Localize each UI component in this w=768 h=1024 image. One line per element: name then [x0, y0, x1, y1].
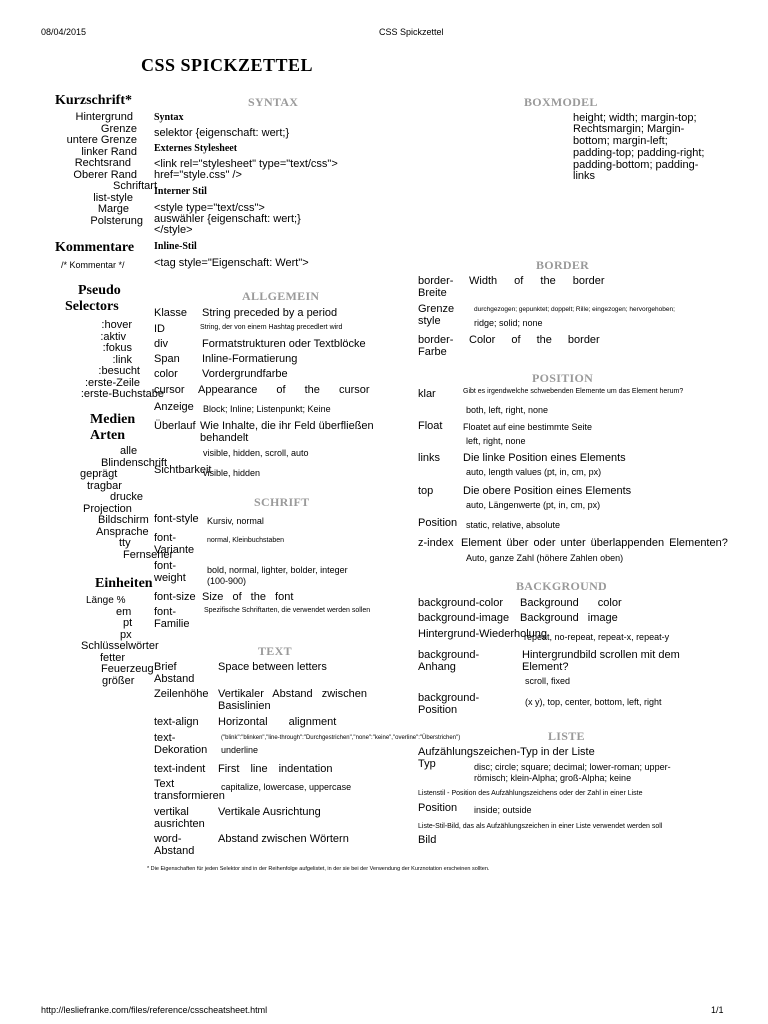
prop-key: font- — [154, 532, 177, 544]
list-item: Feuerzeug — [101, 663, 154, 675]
prop-value: Size of the font — [202, 591, 294, 603]
prop-value: underline — [221, 745, 259, 755]
prop-value: bold, normal, lighter, bolder, integer — [207, 565, 348, 575]
prop-value: visible, hidden — [203, 468, 261, 478]
prop-key: Abstand — [154, 845, 195, 857]
list-item: Projection — [83, 502, 132, 515]
prop-value: Space between letters — [218, 661, 327, 673]
prop-value: Background color — [520, 597, 622, 609]
prop-value: repeat, no-repeat, repeat-x, repeat-y — [524, 632, 670, 642]
syntax-heading: SYNTAX — [248, 95, 299, 109]
prop-value: Basislinien — [218, 700, 271, 712]
list-item: list-style — [93, 191, 133, 204]
list-item: px — [120, 628, 132, 641]
list-item: :hover — [101, 319, 132, 331]
prop-value: Auto, ganze Zahl (höhere Zahlen oben) — [466, 553, 624, 563]
prop-value: Vordergrundfarbe — [202, 368, 288, 380]
list-item: Blindenschrift — [101, 456, 168, 469]
prop-value: Element? — [522, 661, 569, 673]
prop-key: Aufzählungszeichen-Typ in der Liste — [418, 746, 595, 758]
prop-key: text-indent — [154, 763, 206, 775]
prop-key: color — [154, 368, 178, 380]
prop-key: font- — [154, 606, 177, 618]
footer-page-number: 1/1 — [711, 1005, 724, 1015]
einheiten-heading: Einheiten — [95, 576, 153, 591]
print-date: 08/04/2015 — [41, 27, 87, 37]
position-heading: POSITION — [532, 371, 594, 385]
prop-key: Anzeige — [154, 401, 194, 413]
prop-value: visible, hidden, scroll, auto — [203, 448, 309, 458]
page-title: CSS SPICKZETTEL — [141, 55, 314, 75]
list-item: Hintergrund — [75, 111, 133, 123]
inline-style-label: Inline-Stil — [154, 241, 197, 252]
prop-value: Floatet auf eine bestimmte Seite — [463, 422, 593, 432]
prop-key: Span — [154, 353, 180, 365]
pseudo-heading-2: Selectors — [65, 299, 119, 314]
prop-key: background-color — [418, 597, 503, 609]
prop-value: scroll, fixed — [525, 676, 571, 686]
internal-code-line: <style type="text/css"> — [154, 202, 265, 214]
medien-heading-2: Arten — [90, 428, 125, 443]
prop-key: Farbe — [418, 346, 447, 358]
list-item: Polsterung — [90, 214, 143, 227]
prop-key: background- — [418, 692, 480, 704]
prop-value: String preceded by a period — [202, 307, 338, 319]
prop-key: div — [154, 338, 169, 350]
prop-value: Element über oder unter überlappenden Elementen? — [461, 537, 728, 549]
kurzschrift-list — [55, 111, 157, 227]
prop-key: Text — [154, 778, 175, 790]
prop-value: Color of the border — [469, 334, 600, 346]
prop-value: left, right, none — [466, 436, 526, 446]
external-code-line: href="style.css" /> — [154, 169, 242, 181]
prop-key: transformieren — [154, 790, 225, 802]
prop-key: vertikal — [154, 806, 189, 818]
list-item: Bildschirm — [98, 514, 149, 526]
kurzschrift-heading: Kurzschrift* — [55, 93, 132, 108]
internal-code-line: auswähler {eigenschaft: wert;} — [154, 213, 301, 225]
prop-value: static, relative, absolute — [466, 520, 561, 530]
boxmodel-line: padding-bottom; padding- — [573, 159, 699, 171]
prop-key: style — [418, 315, 441, 327]
list-item: pt — [123, 617, 133, 629]
prop-value: römisch; klein-Alpha; groß-Alpha; keine — [474, 773, 632, 783]
prop-value: disc; circle; square; decimal; lower-roman; upper- — [474, 762, 671, 772]
prop-value: Background image — [520, 612, 618, 624]
prop-key: links — [418, 452, 441, 464]
print-title: CSS Spickzettel — [379, 27, 444, 37]
external-stylesheet-label: Externes Stylesheet — [154, 143, 238, 154]
list-item: Schriftart — [112, 180, 157, 192]
prop-value: auto, length values (pt, in, cm, px) — [466, 467, 602, 477]
list-item: Marge — [97, 203, 129, 215]
prop-value: Abstand zwischen Wörtern — [218, 833, 349, 845]
border-heading: BORDER — [536, 258, 590, 272]
prop-key: font-size — [154, 591, 196, 603]
list-item: geprägt — [80, 468, 118, 480]
prop-value: Block; Inline; Listenpunkt; Keine — [203, 404, 331, 414]
prop-value: capitalize, lowercase, uppercase — [221, 782, 352, 792]
prop-value: Gibt es irgendwelche schwebenden Elemente um das Element herum? — [463, 388, 684, 395]
list-item: fetter — [100, 651, 126, 664]
list-item: tragbar — [87, 479, 122, 492]
list-item: :fokus — [102, 342, 132, 354]
prop-key: ausrichten — [154, 818, 205, 830]
text-heading: TEXT — [258, 644, 292, 658]
prop-value: Spezifische Schriftarten, die verwendet werden sollen — [204, 607, 371, 614]
prop-key: Dekoration — [154, 744, 208, 756]
prop-value: Horizontal alignment — [218, 716, 337, 728]
prop-key: text- — [154, 732, 176, 744]
syntax-code: selektor {eigenschaft: wert;} — [154, 127, 290, 139]
prop-key: word- — [154, 833, 182, 845]
list-item: Länge % — [86, 595, 126, 606]
list-item: Grenze — [100, 122, 137, 135]
prop-key: Position — [418, 517, 458, 529]
prop-key: z-index — [418, 537, 454, 549]
syntax-label: Syntax — [154, 112, 184, 123]
prop-value: (x y), top, center, bottom, left, right — [525, 697, 662, 707]
prop-key: font-style — [154, 513, 199, 525]
liste-heading: LISTE — [548, 729, 585, 743]
list-item: :erste-Zeile — [84, 376, 140, 389]
list-item: Oberer Rand — [73, 168, 137, 181]
list-item: :link — [112, 353, 132, 366]
prop-key: Typ — [418, 758, 436, 770]
prop-key: top — [418, 485, 434, 497]
prop-key: Brief — [154, 661, 177, 673]
prop-key: Hintergrund-Wiederholung — [418, 628, 548, 640]
prop-value: Die linke Position eines Elements — [463, 452, 626, 464]
prop-key: background- — [418, 649, 480, 661]
prop-value: Wie Inhalte, die ihr Feld überfließen — [200, 420, 374, 432]
background-heading: BACKGROUND — [516, 579, 608, 593]
prop-value: Formatstrukturen oder Textblöcke — [202, 338, 366, 350]
prop-value: Vertikale Ausrichtung — [218, 806, 321, 818]
footnote: * Die Eigenschaften für jeden Selektor sind in der Reihenfolge aufgelistet, in der sie bei der Verwendung der Kurznotation erscheinen sollten. — [147, 866, 490, 872]
list-item: untere Grenze — [66, 134, 137, 146]
prop-value: Appearance of the cursor — [198, 384, 370, 396]
prop-value: Hintergrundbild scrollen mit dem — [522, 649, 680, 661]
external-code-line: <link rel="stylesheet" type="text/css"> — [154, 158, 338, 170]
list-item: Fernseher — [123, 548, 174, 561]
list-item: :erste-Buchstabe — [80, 388, 164, 400]
list-item: Schlüsselwörter — [81, 640, 159, 652]
allgemein-heading: ALLGEMEIN — [242, 289, 320, 303]
prop-value: ridge; solid; none — [474, 318, 543, 328]
list-item: em — [116, 605, 132, 618]
list-item: :aktiv — [100, 330, 126, 343]
prop-key: text-align — [154, 716, 199, 728]
list-item: :besucht — [98, 365, 140, 377]
prop-key: Familie — [154, 618, 190, 630]
prop-value: auto, Längenwerte (pt, in, cm, px) — [466, 500, 601, 510]
prop-value: normal, Kleinbuchstaben — [207, 537, 285, 544]
prop-key: Position — [418, 704, 458, 716]
prop-key: Variante — [154, 544, 195, 556]
prop-value: Vertikaler Abstand zwischen — [218, 688, 367, 700]
list-item: größer — [102, 674, 135, 687]
boxmodel-line: Rechtsmargin; Margin- — [573, 123, 685, 135]
prop-value: durchgezogen; gepunktet; doppelt; Rille; eingezogen; hervorgehoben; — [474, 306, 675, 313]
prop-key: border- — [418, 334, 454, 346]
list-item: drucke — [110, 491, 144, 503]
prop-key: Breite — [418, 287, 447, 299]
prop-key: ID — [154, 323, 165, 335]
medien-heading: Medien — [90, 412, 136, 427]
prop-key: Listenstil - Position des Aufzählungszeichens oder der Zahl in einer Liste — [418, 790, 643, 797]
prop-key: Überlauf — [154, 420, 196, 432]
list-item: linker Rand — [81, 145, 137, 158]
prop-value: (100-900) — [207, 576, 247, 586]
prop-key: Anhang — [418, 661, 456, 673]
prop-key: Bild — [418, 834, 437, 846]
prop-key: weight — [154, 572, 186, 584]
comment-example: /* Kommentar */ — [61, 260, 125, 270]
boxmodel-line: links — [573, 170, 596, 182]
list-item: tty — [119, 537, 131, 549]
boxmodel-heading: BOXMODEL — [524, 95, 598, 109]
prop-key: Klasse — [154, 307, 188, 319]
prop-key: Grenze — [418, 303, 455, 315]
boxmodel-line: height; width; margin-top; — [573, 112, 697, 124]
kommentare-heading: Kommentare — [55, 240, 135, 255]
prop-key: Float — [418, 420, 443, 432]
internal-code-line: </style> — [154, 224, 193, 236]
prop-value: Inline-Formatierung — [202, 353, 298, 365]
prop-value: Kursiv, normal — [207, 516, 264, 526]
prop-key: Liste-Stil-Bild, das als Aufzählungszeichen in einer Liste verwendet werden soll — [418, 823, 663, 830]
prop-value: behandelt — [200, 432, 249, 444]
prop-value: First line indentation — [218, 763, 333, 775]
internal-style-label: Interner Stil — [154, 186, 207, 197]
footer-url[interactable]: http://lesliefranke.com/files/reference/csscheatsheet.html — [41, 1005, 268, 1015]
prop-value: both, left, right, none — [466, 405, 549, 415]
list-item: Rechtsrand — [74, 157, 131, 169]
prop-value: Die obere Position eines Elements — [463, 485, 632, 497]
prop-key: cursor — [154, 384, 185, 396]
inline-code: <tag style="Eigenschaft: Wert"> — [154, 257, 309, 269]
prop-value: inside; outside — [474, 805, 532, 815]
prop-key: font- — [154, 560, 177, 572]
prop-key: Abstand — [154, 673, 195, 685]
schrift-heading: SCHRIFT — [254, 495, 310, 509]
list-item: alle — [120, 445, 138, 457]
pseudo-heading: Pseudo — [78, 283, 121, 298]
prop-key: border- — [418, 275, 454, 287]
boxmodel-line: bottom; margin-left; — [573, 135, 668, 147]
list-item: Ansprache — [96, 525, 149, 538]
prop-key: Zeilenhöhe — [154, 688, 209, 700]
prop-value: Width of the border — [469, 275, 605, 287]
prop-key: Sichtbarkeit — [154, 464, 212, 476]
prop-key: klar — [418, 388, 436, 400]
prop-value: ("blink":"blinken","line-through":"Durchgestrichen","none":"keine","overline":"Überstrichen") — [221, 735, 461, 741]
prop-key: background-image — [418, 612, 510, 624]
prop-key: Position — [418, 802, 458, 814]
boxmodel-line: padding-top; padding-right; — [573, 147, 705, 159]
prop-value: String, der von einem Hashtag precedlert wird — [200, 324, 343, 331]
